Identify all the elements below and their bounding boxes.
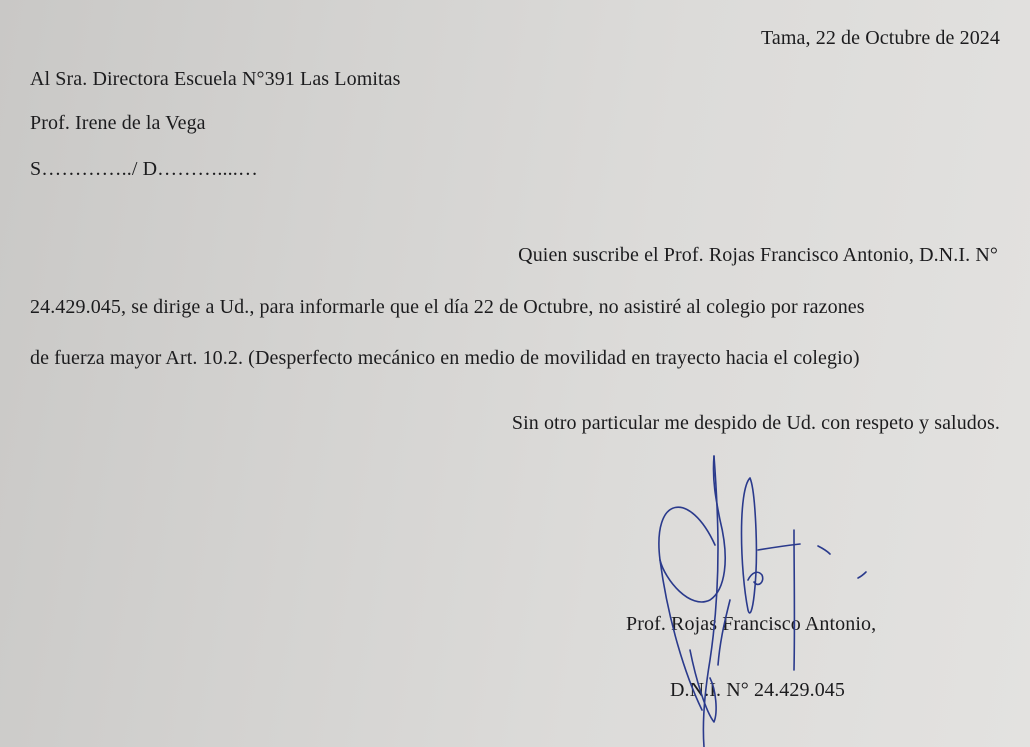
closing-line: Sin otro particular me despido de Ud. con respeto y saludos. xyxy=(511,412,1000,434)
salutation-sd-line: S…………../ D………....… xyxy=(30,158,258,180)
body-paragraph-line-1: Quien suscribe el Prof. Rojas Francisco Antonio, D.N.I. N° xyxy=(518,244,998,266)
signer-name: Prof. Rojas Francisco Antonio, xyxy=(626,613,877,635)
signer-dni: D.N.I. N° 24.429.045 xyxy=(670,679,845,701)
date-line: Tama, 22 de Octubre de 2024 xyxy=(761,27,1000,49)
addressee-line: Al Sra. Directora Escuela N°391 Las Lomitas xyxy=(30,68,401,90)
body-paragraph-line-2: 24.429.045, se dirige a Ud., para informarle que el día 22 de Octubre, no asistiré al colegio por razones xyxy=(30,296,865,318)
addressee-name: Prof. Irene de la Vega xyxy=(30,112,206,134)
handwritten-signature xyxy=(630,450,900,747)
body-paragraph-line-3: de fuerza mayor Art. 10.2. (Desperfecto mecánico en medio de movilidad en trayecto hacia el colegio) xyxy=(30,347,860,369)
